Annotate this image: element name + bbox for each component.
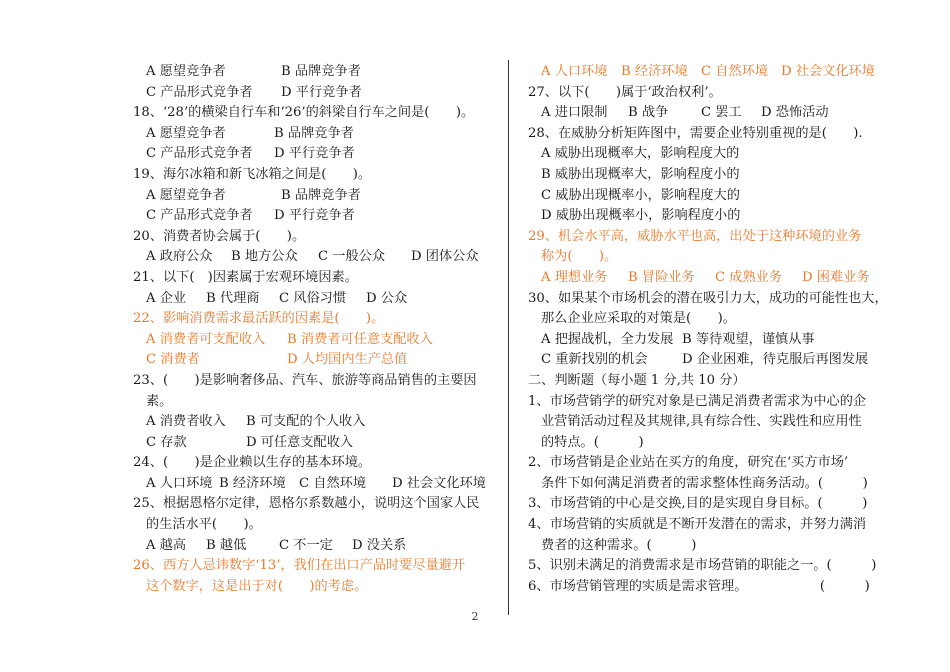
right-column-line bbox=[528, 103, 888, 124]
option-text: B 经济环境 bbox=[621, 64, 688, 79]
option-text: C 风俗习惯 bbox=[279, 290, 347, 306]
right-column-line: 那么企业应采取的对策是( )。 bbox=[541, 311, 736, 327]
option-text: C 自然环境 bbox=[299, 475, 367, 491]
left-column-line bbox=[133, 350, 488, 371]
option-text: A 消费者可支配收入 bbox=[146, 331, 266, 347]
left-column-line: 20、消费者协会属于( )。 bbox=[133, 228, 306, 244]
left-column-line: 素。 bbox=[146, 393, 173, 409]
right-column-line bbox=[528, 268, 888, 289]
option-text: D 社会文化环境 bbox=[781, 64, 875, 79]
right-column-line: A 威胁出现概率大，影响程度大的 bbox=[541, 146, 740, 162]
right-column-line: 5、识别未满足的消费需求是市场营销的职能之一。( ) bbox=[528, 558, 877, 574]
right-column-line: 条件下如何满足消费者的需求整体性商务活动。( ) bbox=[541, 475, 868, 491]
option-text: C 罢工 bbox=[701, 105, 742, 121]
option-text: D 社会文化环境 bbox=[392, 475, 486, 491]
right-column-line: 4、市场营销的实质就是不断开发潜在的需求，并努力满消 bbox=[528, 517, 867, 533]
option-text: A 人口环境 bbox=[146, 475, 213, 491]
option-text: C 产品形式竞争者 bbox=[146, 146, 253, 162]
right-column-line: 业营销活动过程及其规律,具有综合性、实践性和应用性 bbox=[541, 414, 862, 430]
option-text: A 进口限制 bbox=[541, 105, 608, 121]
left-column-line bbox=[133, 206, 488, 227]
option-text: A 消费者收入 bbox=[146, 414, 226, 430]
option-text: B 越低 bbox=[206, 537, 247, 553]
option-text: C 一般公众 bbox=[318, 249, 386, 265]
option-text: D 公众 bbox=[366, 290, 408, 306]
right-column-line: C 威胁出现概率小，影响程度大的 bbox=[541, 187, 740, 203]
option-text: B 地方公众 bbox=[231, 249, 298, 265]
option-text: A 把握战机，全力发展 bbox=[541, 331, 674, 347]
left-column-line bbox=[133, 536, 488, 557]
option-text: B 消费者可任意支配收入 bbox=[287, 331, 433, 347]
left-column-line bbox=[133, 144, 488, 165]
option-text: D 团体公众 bbox=[411, 249, 479, 265]
left-column-line: 24、( )是企业赖以生存的基本环境。 bbox=[133, 455, 372, 471]
right-column-line: 29、机会水平高，威胁水平也高，出处于这种环境的业务 bbox=[528, 228, 862, 244]
right-column-line: 二、判断题（每小题 1 分,共 10 分） bbox=[528, 372, 746, 388]
right-column-line bbox=[528, 330, 888, 351]
right-column-line: 28、在威胁分析矩阵图中，需要企业特别重视的是( ). bbox=[528, 125, 863, 141]
left-column-line: 22、影响消费需求最活跃的因素是( )。 bbox=[133, 311, 385, 327]
option-text: A 政府公众 bbox=[146, 249, 213, 265]
left-column-line bbox=[133, 433, 488, 454]
right-column-line: D 威胁出现概率小，影响程度小的 bbox=[541, 208, 741, 224]
left-column-line: 21、以下( )因素属于宏观环境因素。 bbox=[133, 269, 358, 285]
left-column-line bbox=[133, 186, 488, 207]
option-text: B 可支配的个人收入 bbox=[246, 414, 366, 430]
right-column-line: 27、以下( )属于‘政治权利’。 bbox=[528, 84, 722, 100]
option-text: B 等待观望，谨慎从事 bbox=[682, 331, 815, 347]
right-column-line: 6、市场营销管理的实质是需求管理。 ( ) bbox=[528, 578, 870, 594]
option-text: C 产品形式竞争者 bbox=[146, 84, 253, 100]
option-text: B 品牌竞争者 bbox=[281, 64, 361, 79]
option-text: D 人均国内生产总值 bbox=[287, 352, 408, 368]
right-column-line: 称为( )。 bbox=[541, 249, 618, 265]
left-column-line: 26、西方人忌讳数字‘13’，我们在出口产品时要尽量避开 bbox=[133, 558, 466, 574]
left-column-line bbox=[133, 62, 488, 83]
option-text: D 没关系 bbox=[352, 537, 407, 553]
left-column-line bbox=[133, 124, 488, 145]
option-text: A 愿望竞争者 bbox=[146, 64, 226, 79]
right-column-line bbox=[528, 62, 888, 83]
right-column bbox=[528, 62, 888, 597]
option-text: D 恐怖活动 bbox=[761, 105, 829, 121]
option-text: C 成熟业务 bbox=[715, 269, 783, 285]
option-text: C 存款 bbox=[146, 434, 187, 450]
left-column-line bbox=[133, 474, 488, 495]
option-text: B 代理商 bbox=[206, 290, 260, 306]
left-column-line: 25、根据恩格尔定律，恩格尔系数越小，说明这个国家人民 bbox=[133, 496, 480, 512]
right-column-line: 的特点。( ) bbox=[541, 434, 644, 450]
option-text: D 平行竞争者 bbox=[274, 208, 355, 224]
left-column-line bbox=[133, 412, 488, 433]
option-text: B 品牌竞争者 bbox=[274, 125, 354, 141]
option-text: B 冒险业务 bbox=[628, 269, 695, 285]
column-divider bbox=[508, 60, 509, 615]
left-column-line bbox=[133, 247, 488, 268]
option-text: B 经济环境 bbox=[219, 475, 286, 491]
right-column-line: 2、市场营销是企业站在买方的角度，研究在‘买方市场’ bbox=[528, 455, 849, 471]
left-column-line: 19、海尔冰箱和新飞冰箱之间是( )。 bbox=[133, 166, 372, 182]
option-text: A 人口环境 bbox=[541, 64, 608, 79]
option-text: A 越高 bbox=[146, 537, 187, 553]
option-text: A 愿望竞争者 bbox=[146, 187, 226, 203]
option-text: D 困难业务 bbox=[802, 269, 870, 285]
right-column-line: B 威胁出现概率大，影响程度小的 bbox=[541, 166, 740, 182]
option-text: B 品牌竞争者 bbox=[281, 187, 361, 203]
left-column bbox=[133, 62, 488, 597]
right-column-line: 30、如果某个市场机会的潜在吸引力大，成功的可能性也大， bbox=[528, 290, 888, 306]
option-text: A 理想业务 bbox=[541, 269, 608, 285]
right-column-line: 1、市场营销学的研究对象是已满足消费者需求为中心的企 bbox=[528, 393, 867, 409]
option-text: D 平行竞争者 bbox=[281, 84, 362, 100]
option-text: C 自然环境 bbox=[701, 64, 769, 79]
left-column-line bbox=[133, 83, 488, 104]
right-column-line bbox=[528, 350, 888, 371]
right-column-line: 3、市场营销的中心是交换,目的是实现自身目标。( ) bbox=[528, 496, 868, 512]
option-text: C 重新找别的机会 bbox=[541, 352, 648, 368]
left-column-line: 23、( )是影响奢侈品、汽车、旅游等商品销售的主要因 bbox=[133, 372, 477, 388]
option-text: A 愿望竞争者 bbox=[146, 125, 226, 141]
left-column-line: 这个数字，这是出于对( )的考虑。 bbox=[146, 578, 368, 594]
option-text: C 不一定 bbox=[279, 537, 333, 553]
left-column-line: 18、‘28’的横梁自行车和‘26’的斜梁自行车之间是( )。 bbox=[133, 105, 475, 121]
right-column-line: 费者的这种需求。( ) bbox=[541, 537, 697, 553]
option-text: B 战争 bbox=[628, 105, 669, 121]
option-text: C 消费者 bbox=[146, 352, 200, 368]
option-text: D 企业困难，待克服后再图发展 bbox=[682, 352, 869, 368]
option-text: D 平行竞争者 bbox=[274, 146, 355, 162]
left-column-line: 的生活水平( )。 bbox=[146, 517, 262, 533]
left-column-line bbox=[133, 330, 488, 351]
option-text: C 产品形式竞争者 bbox=[146, 208, 253, 224]
left-column-line bbox=[133, 289, 488, 310]
option-text: D 可任意支配收入 bbox=[246, 434, 354, 450]
option-text: A 企业 bbox=[146, 290, 187, 306]
page-number: 2 bbox=[471, 610, 479, 623]
